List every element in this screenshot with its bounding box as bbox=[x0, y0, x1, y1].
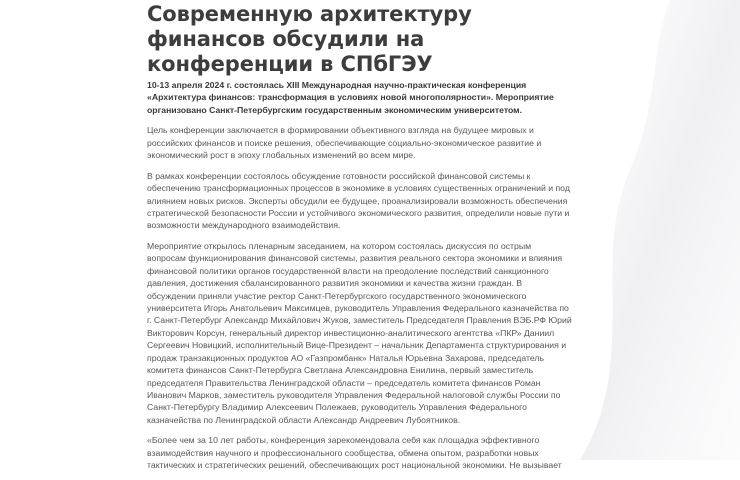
article-paragraph: В рамках конференции состоялось обсуждение готовности российской финансовой системы к обеспечению трансформационных процессов в экономике в условиях существенных ограничений и под влиянием новых рисков. Эксперты обсудили ее будущее, проанализировали возможность обеспечения стратегической безопасности России и устойчивого экономического развития, определили новые пути и возможности международного взаимодействия. bbox=[147, 170, 570, 231]
article-paragraph: Цель конференции заключается в формировании объективного взгляда на будущее мировых и российских финансов и поиске решения, обеспечивающие социально-экономическое развитие и экономический рост в эпоху глобальных изменений во всем мире. bbox=[147, 125, 542, 161]
article-title: Современную архитектуру финансов обсудили на конференции в СПбГЭУ bbox=[147, 2, 472, 76]
article-lead: 10-13 апреля 2024 г. состоялась XIII Международная научно-практическая конференция «Архитектура финансов: трансформация в условиях новой многополярности». Мероприятие организовано Санкт-Петербургским государственным экономическим университетом. bbox=[147, 80, 554, 115]
article-body bbox=[147, 79, 572, 480]
article-paragraph: Мероприятие открылось пленарным заседанием, на котором состоялась дискуссия по острым вопросам функционирования финансовой системы, развития реального сектора экономики и влияния финансовой политики органов государственной власти на преодоление последствий санкционного давления, достижения сбалансированного развития экономики и качества жизни граждан. В обсуждении приняли участие ректор Санкт-Петербургского государственного экономического университета Игорь Анатольевич Максимцев, руководитель Управления Федерального казначейства по г. Санкт-Петербург Александр Михайлович Жуков, заместитель Председателя Правления ВЭБ.РФ Юрий Викторович Корсун, генеральный директор инвестиционно-аналитического агентства «ПКР» Даниил Сергеевич Новицкий, исполнительный Вице-Президент – начальник Департамента структурирования и продаж транзакционных продуктов АО «Газпромбанк» Наталья Юрьевна Захарова, председатель комитета финансов Санкт-Петербурга Светлана Александровна Енилина, первый заместитель председателя Правительства Ленинградской области – председатель комитета финансов Роман Иванович Марков, заместитель руководителя Управления Федеральной налоговой службы России по Санкт-Петербургу Владимир Алексеевич Полежаев, руководитель Управления Федерального казначейства по Ленинградской области Александр Андреевич Лубоятников. bbox=[147, 241, 572, 425]
article-paragraph: «Более чем за 10 лет работы, конференция зарекомендовала себя как площадка эффективного взаимодействия научного и профессионального сообщества, обмена опытом, разработки новых тактических и стратегических решений, обеспечивающих рост национальной экономики. Не вызывает bbox=[147, 435, 562, 471]
